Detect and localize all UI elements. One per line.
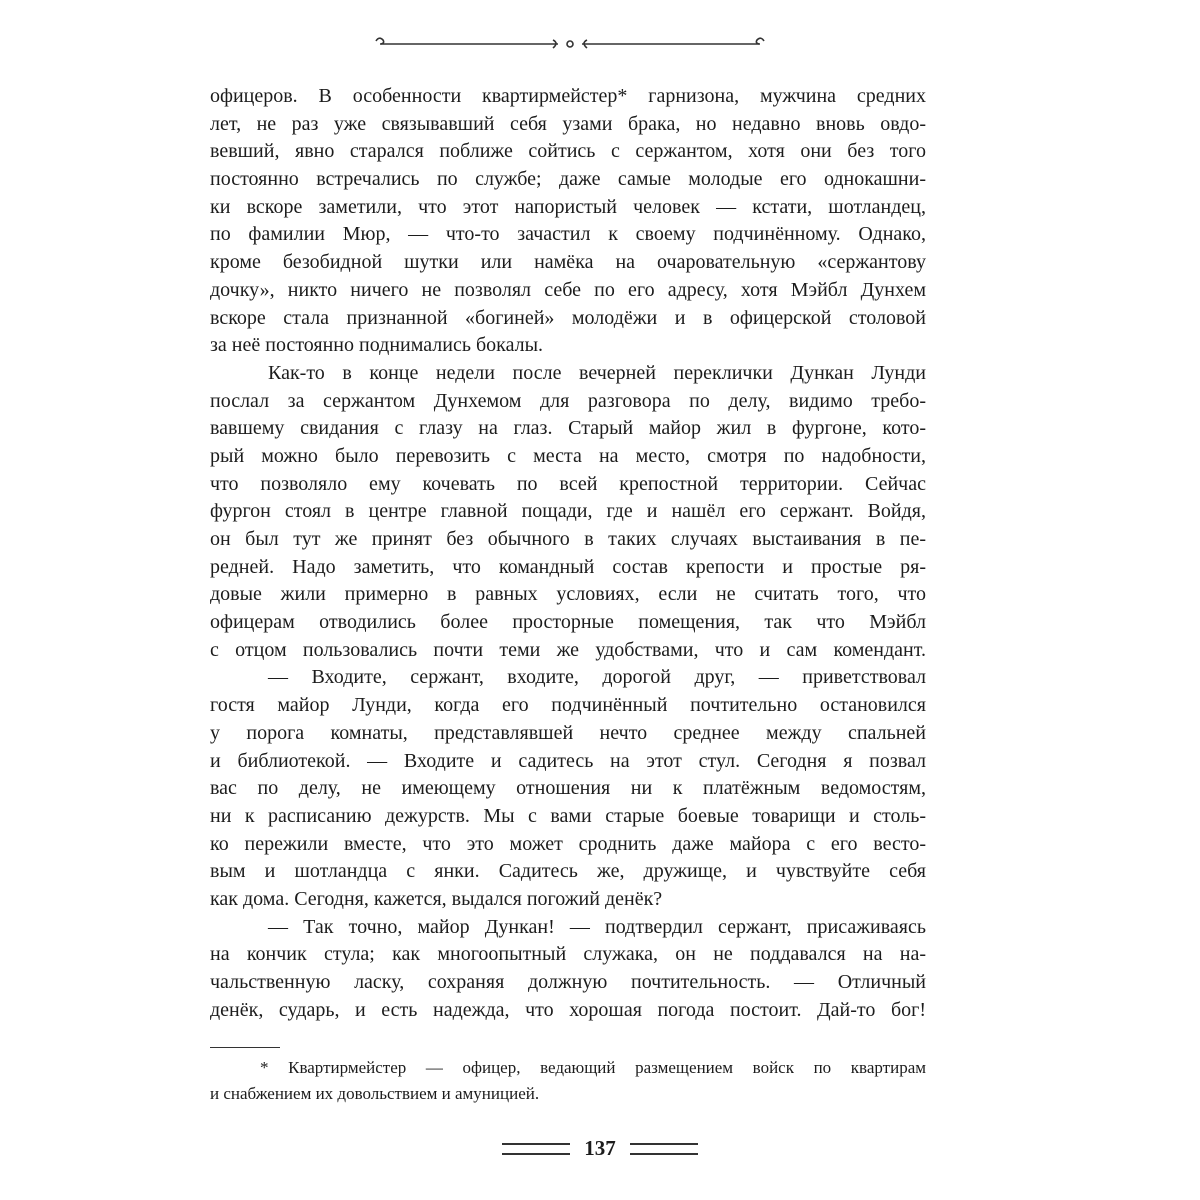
text-line: он был тут же принят без обычного в таких случаях выстаивания в пе-	[210, 528, 926, 550]
text-line: чальственную ласку, сохраняя должную почтительность. — Отличный	[210, 971, 926, 993]
text-line: лет, не раз уже связывавший себя узами брака, но недавно вновь овдо-	[210, 112, 926, 135]
text-line: довые жили примерно в равных условиях, если не считать того, что	[210, 583, 926, 606]
text-line: постоянно встречались по службе; даже самые молодые его однокашни-	[210, 168, 926, 191]
text-line: ко пережили вместе, что это может сроднить даже майора с его весто-	[210, 832, 926, 855]
text-line: гостя майор Лунди, когда его подчинённый почтительно остановился	[210, 694, 926, 717]
text-line: вавшему свидания с глазу на глаз. Старый майор жил в фургоне, кото-	[210, 417, 926, 440]
text-line: вскоре стала признанной «богиней» молодёжи и в офицерской столовой	[210, 306, 926, 329]
header-ornament	[370, 32, 770, 56]
text-line: рый можно было перевозить с места на место, смотря по надобности,	[210, 444, 926, 467]
footnote-divider	[210, 1047, 280, 1048]
text-line: офицерам отводились более просторные помещения, так что Мэйбл	[210, 611, 926, 634]
text-line: по фамилии Мюр, — что-то зачастил к своему подчинённому. Однако,	[210, 223, 926, 246]
text-line: за неё постоянно поднимались бокалы.	[210, 334, 544, 357]
text-line: послал за сержантом Дунхемом для разговора по делу, видимо требо-	[210, 389, 926, 412]
text-line: фургон стоял в центре главной пощади, где и нашёл его сержант. Войдя,	[210, 500, 926, 523]
footnote-line: * Квартирмейстер — офицер, ведающий размещением войск по квартирам	[260, 1058, 926, 1077]
text-line: вас по делу, не имеющему отношения ни к платёжным ведомостям,	[210, 777, 926, 800]
page-footer	[0, 1136, 1200, 1161]
page-number: 137	[584, 1136, 616, 1160]
paragraph	[210, 83, 926, 360]
text-line: — Так точно, майор Дункан! — подтвердил сержант, присаживаясь	[268, 915, 926, 938]
text-line: дочку», никто ничего не позволял себе по его адресу, хотя Мэйбл Дунхем	[210, 278, 926, 301]
text-line: кроме безобидной шутки или намёка на очаровательную «сержантову	[210, 251, 926, 274]
folio-rule-left	[502, 1143, 570, 1155]
paragraph	[210, 664, 926, 913]
text-line: офицеров. В особенности квартирмейстер* гарнизона, мужчина средних	[210, 85, 926, 107]
text-line: ни к расписанию дежурств. Мы с вами старые боевые товарищи и столь-	[210, 804, 926, 827]
text-line: редней. Надо заметить, что командный состав крепости и простые ря-	[210, 555, 926, 578]
text-line: с отцом пользовались почти теми же удобствами, что и сам комендант.	[210, 638, 926, 661]
footnote	[210, 1055, 926, 1107]
text-line: вевший, явно старался поближе сойтись с сержантом, хотя они без того	[210, 140, 926, 163]
paragraph	[210, 360, 926, 665]
text-line: как дома. Сегодня, кажется, выдался погожий денёк?	[210, 887, 663, 910]
text-line: Как-то в конце недели после вечерней переклички Дункан Лунди	[268, 361, 926, 384]
text-line: денёк, сударь, и есть надежда, что хорошая погода постоит. Дай-то бог!	[210, 998, 926, 1021]
body-text	[210, 83, 926, 1024]
text-line: вым и шотландца с янки. Садитесь же, дружище, и чувствуйте себя	[210, 860, 926, 883]
text-line: у порога комнаты, представлявшей нечто среднее между спальней	[210, 721, 926, 744]
text-line: что позволяло ему кочевать по всей крепостной территории. Сейчас	[210, 472, 926, 495]
folio-rule-right	[630, 1143, 698, 1155]
paragraph	[210, 914, 926, 1025]
text-line: и библиотекой. — Входите и садитесь на этот стул. Сегодня я позвал	[210, 749, 926, 772]
text-line: ки вскоре заметили, что этот напористый человек — кстати, шотландец,	[210, 195, 926, 218]
text-line: — Входите, сержант, входите, дорогой друг, — приветствовал	[268, 666, 926, 689]
text-line: на кончик стула; как многоопытный служака, он не поддавался на на-	[210, 943, 926, 966]
footnote-line: и снабжением их довольствием и амуницией.	[210, 1084, 540, 1103]
